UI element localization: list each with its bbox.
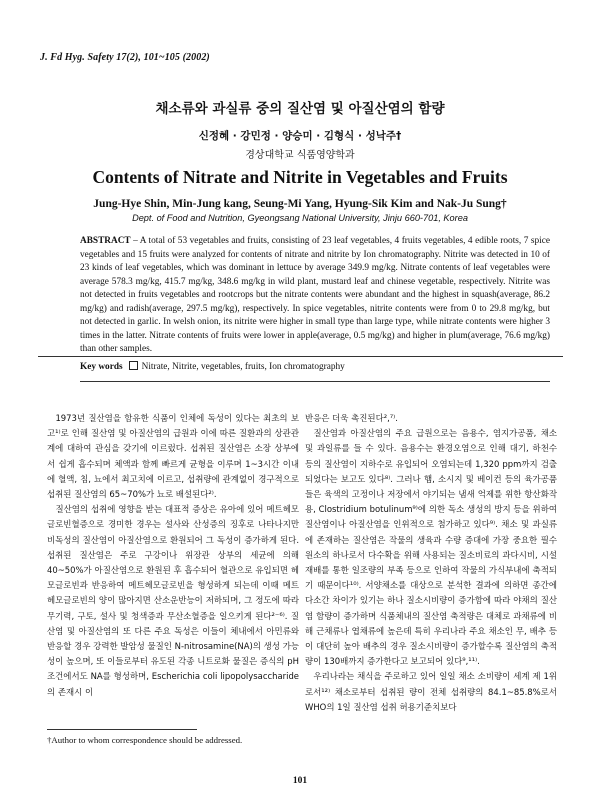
korean-authors: 신정혜 · 강민정 · 양승미 · 김형식 · 성낙주† bbox=[198, 130, 402, 142]
korean-title: 채소류와 과실류 중의 질산염 및 아질산염의 함량 bbox=[155, 101, 445, 117]
keywords-label: Key words bbox=[80, 362, 123, 372]
body-paragraph: 반응은 더욱 촉진된다²,⁷⁾. bbox=[305, 413, 398, 423]
footnote: †Author to whom correspondence should be addressed. bbox=[47, 735, 243, 745]
body-right-column bbox=[305, 411, 557, 781]
body-paragraph: 우리나라는 채식을 주로하고 있어 일일 채소 소비량이 세계 제 1위로서¹²⁾ 채소로부터 섭취된 량이 전체 섭취량의 84.1~85.8%로서 WHO의 1일 질산염 섭취 허용기준치보다 bbox=[305, 671, 557, 712]
english-title: Contents of Nitrate and Nitrite in Vegetables and Fruits bbox=[92, 167, 508, 187]
korean-affiliation: 경상대학교 식품영양학과 bbox=[245, 150, 355, 161]
english-affiliation: Dept. of Food and Nutrition, Gyeongsang National University, Jinju 660-701, Korea bbox=[132, 213, 468, 223]
checkbox-icon bbox=[129, 361, 138, 370]
body-left-column bbox=[47, 411, 299, 729]
abstract-divider bbox=[38, 356, 563, 357]
keywords-divider bbox=[80, 381, 550, 382]
footnote-divider bbox=[47, 729, 197, 730]
journal-reference: J. Fd Hyg. Safety 17(2), 101~105 (2002) bbox=[40, 52, 210, 63]
body-paragraph: 질산염의 섭취에 영향을 받는 대표적 증상은 유아에 있어 메트헤모글로빈혈증으로 경미한 경우는 설사와 산성증의 징후로 나타나지만 비독성의 질산염이 아질산염으로 환원되어 그 독성이 증가하게 된다. 섭취된 질산염은 주로 구강이나 위장관 상부의 세균에 의해 40~50%가 아질산염으로 환원된 후 흡수되어 혈관으로 유입되면 헤모글로빈과 반응하여 메트헤모글로빈을 형성하게 되는데 이때 메트헤모글로빈의 양이 많아지면 산소운반능이 저하되며, 그 정도에 따라 무기력, 구토, 설사 및 청색증과 무산소혈증을 일으키게 된다²⁻⁶⁾. 질산염 및 아질산염의 또 다른 주요 독성은 이들이 체내에서 아민류와 반응할 경우 강력한 발암성 물질인 N-nitrosamine(NA)의 생성 가능성이 높으며, 또 이들로부터 유도된 각종 니트로화 물질은 증식의 pH 조건에서도 NA를 형성하며, Escherichia coli lipopolysaccharide의 존재시 이 bbox=[47, 504, 299, 697]
keywords bbox=[80, 361, 345, 372]
body-paragraph: 1973년 질산염을 함유한 식품이 인체에 독성이 있다는 최초의 보고¹⁾로 인해 질산염 및 아질산염의 급원과 이에 따른 질환과의 상관관계에 대하여 관심을 갖기에 이르렀다. 섭취된 질산염은 소장 상부에서 쉽게 흡수되며 체액과 함께 빠르게 균형을 이루며 1~3시간 이내에 혈액, 침, 뇨에서 최고치에 이르고, 섭취량에 관계없이 경구적으로 섭취된 질산염의 65~70%가 뇨로 배설된다²⁾. bbox=[47, 413, 299, 500]
abstract-text: – A total of 53 vegetables and fruits, consisting of 23 leaf vegetables, 4 fruits vegetables, 4 edible roots, 7 spice vegetables and 15 fruits were analyzed for contents of nitrate and nitrite by Ion chromatography. Nitrite was detected in 10 of 23 kinds of leaf vegetables, which was dominant in lettuce by average 349.9 mg/kg. Nitrate contents of leaf vegetables were average 578.3 mg/kg, 415.7 mg/kg, 348.6 mg/kg in wild plant, mustard leaf and chinese vegetable, respectively. Nitrite was not detected in fruits vegetables and rootcrops but the nitrate contents were abundant and the highest in squash(average, 86.2 mg/kg) and radish(average, 297.5 mg/kg), respectively. In spice vegetables, nitrite contents were from 0 to 29.8 mg/kg, but not detected in garlic. In welsh onion, its nitrite were higher in small type than large type, while nitrate contents were higher 3 times in the latter. Nitrate contents of fruits were lower in apple(average, 0.5 mg/kg) and higher in plum(average, 76.6 mg/kg) than other samples. bbox=[80, 236, 550, 354]
abstract-label: ABSTRACT bbox=[80, 236, 131, 246]
abstract bbox=[80, 235, 550, 357]
body-paragraph: 질산염과 아질산염의 주요 급원으로는 음용수, 염지가공품, 채소 및 과일류를 들 수 있다. 음용수는 환경오염으로 인해 대기, 하천수 등의 질산염이 지하수로 유입되어 오염되는데 1,320 ppm까지 검출되었다는 보고도 있다⁸⁾. 그러나 햄, 소시지 및 베이컨 등의 육가공품들은 육색의 고정이나 저장에서 야기되는 냄새 억제를 위한 항산화작용, Clostridium botulinum⁹⁾에 의한 독소 생성의 방지 등을 위하여 질산염이나 아질산염을 인위적으로 첨가하고 있다⁹⁾. 채소 및 과실류에 존재하는 질산염은 작물의 생육과 수량 증대에 가장 중요한 필수원소의 하나로서 다수확을 위해 사용되는 질소비료의 과다시비, 시설재배를 통한 일조량의 부족 등으로 인하여 작물의 가식부내에 축적되기 때문이다¹⁰⁾. 서양채소를 대상으로 분석한 결과에 의하면 종간에 다소간 차이가 있기는 하나 질소시비량이 증가함에 따라 야채의 질산염 함량이 증가하며 식품체내의 질산염 축적량은 대체로 과채류에 비해 근채류나 엽채류에 높은데 특히 우리나라 주요 채소인 무, 배추 등이 대단히 높아 배추의 경우 질소시비량이 증가할수록 질산염의 축적량이 130배까지 증가한다고 보고되어 있다⁹,¹¹⁾. bbox=[305, 428, 557, 667]
page-number: 101 bbox=[292, 776, 308, 786]
english-authors: Jung-Hye Shin, Min-Jung kang, Seung-Mi Yang, Hyung-Sik Kim and Nak-Ju Sung† bbox=[93, 198, 507, 210]
keywords-text: Nitrate, Nitrite, vegetables, fruits, Ion chromatography bbox=[141, 362, 345, 372]
